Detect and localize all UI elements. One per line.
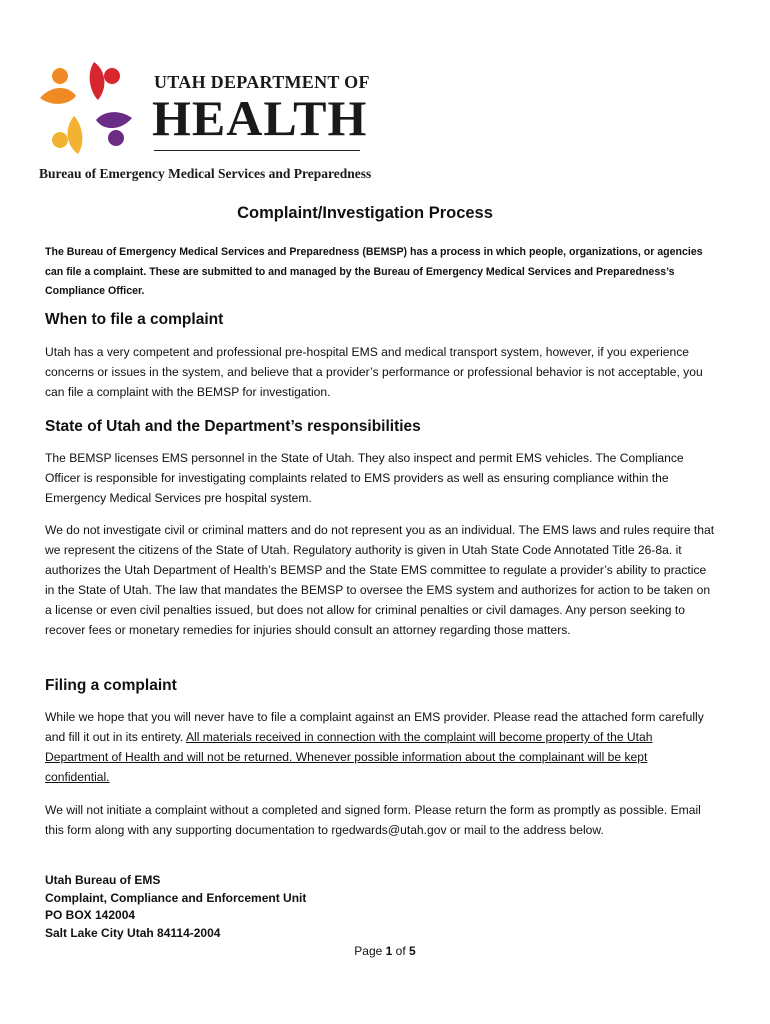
paragraph-filing-2: We will not initiate a complaint without a completed and signed form. Please return the form as promptly as possible. Email this form along with any supporting documentation to rgedwards@utah.gov or mail to the address below. (45, 803, 701, 837)
page-footer (0, 944, 770, 958)
heading-when-to-file: When to file a complaint (45, 311, 224, 328)
intro-paragraph: The Bureau of Emergency Medical Services and Preparedness (BEMSP) has a process in which people, organizations, or agencies can file a complaint. These are submitted to and managed by the Bureau of Emergency Medical Services and Preparedness’s Compliance Officer. (45, 246, 703, 297)
logo-arc-orange (40, 88, 76, 104)
logo-arc-red (90, 62, 105, 100)
logo-arc-purple (96, 112, 132, 128)
of-word: of (395, 944, 406, 958)
logo-divider (154, 150, 360, 151)
paragraph-responsibilities-1: The BEMSP licenses EMS personnel in the State of Utah. They also inspect and permit EMS vehicles. The Compliance Officer is responsible for investigating complaints related to EMS providers as well as ensuring compliance within the Emergency Medical Services pre hospital system. (45, 451, 684, 505)
page-title: Complaint/Investigation Process (237, 204, 493, 222)
filing-text-underlined: All materials received in connection with the complaint will become property of the Utah Department of Health and will not be returned. Whenever possible information about the complainant will be kept confidential. (45, 730, 653, 784)
logo-dot-gold (52, 132, 68, 148)
address-line-1: Utah Bureau of EMS (45, 873, 161, 887)
paragraph-when-to-file: Utah has a very competent and professional pre-hospital EMS and medical transport system, however, if you experience concerns or issues in the system, and believe that a provider’s performance or professional behavior is not acceptable, you can file a complaint with the BEMSP for investigation. (45, 345, 703, 399)
page-total: 5 (409, 944, 416, 958)
logo-dot-orange (52, 68, 68, 84)
logo-arc-gold (68, 116, 83, 154)
address-line-3: PO BOX 142004 (45, 908, 136, 922)
page-number: 1 (385, 944, 393, 958)
department-name-line: UTAH DEPARTMENT OF (154, 72, 370, 92)
mailing-address (45, 872, 715, 942)
heading-responsibilities: State of Utah and the Department’s responsibilities (45, 418, 421, 435)
logo-dot-purple (108, 130, 124, 146)
address-line-4: Salt Lake City Utah 84114-2004 (45, 925, 221, 940)
utah-health-logo (36, 58, 371, 188)
page-word: Page (354, 944, 383, 958)
department-name-health: HEALTH (152, 90, 368, 146)
logo-dot-red (104, 68, 120, 84)
bureau-name: Bureau of Emergency Medical Services and Preparedness (39, 166, 372, 181)
address-line-2: Complaint, Compliance and Enforcement Unit (45, 890, 307, 905)
paragraph-responsibilities-2: We do not investigate civil or criminal matters and do not represent you as an individual. The EMS laws and rules require that we represent the citizens of the State of Utah. Regulatory authority is given in Utah State Code Annotated Title 26-8a. it authorizes the Utah Department of Health’s BEMSP and the State EMS committee to regulate a provider’s ability to practice in the State of Utah. The law that mandates the BEMSP to oversee the EMS system and authorizes for action to be taken on a license or even civil penalties issued, but does not allow for criminal penalties or civil damages. Any person seeking to recover fees or monetary remedies for injuries should consult an attorney regarding those matters. (45, 523, 715, 637)
filing-text-plain: While we hope that you will never have to file a complaint against an EMS provider. Please read the attached form carefully and fill it out in its entirety. (45, 710, 704, 744)
heading-filing-complaint: Filing a complaint (45, 677, 177, 694)
paragraph-filing-1 (45, 707, 715, 787)
health-figures-icon (36, 58, 136, 158)
